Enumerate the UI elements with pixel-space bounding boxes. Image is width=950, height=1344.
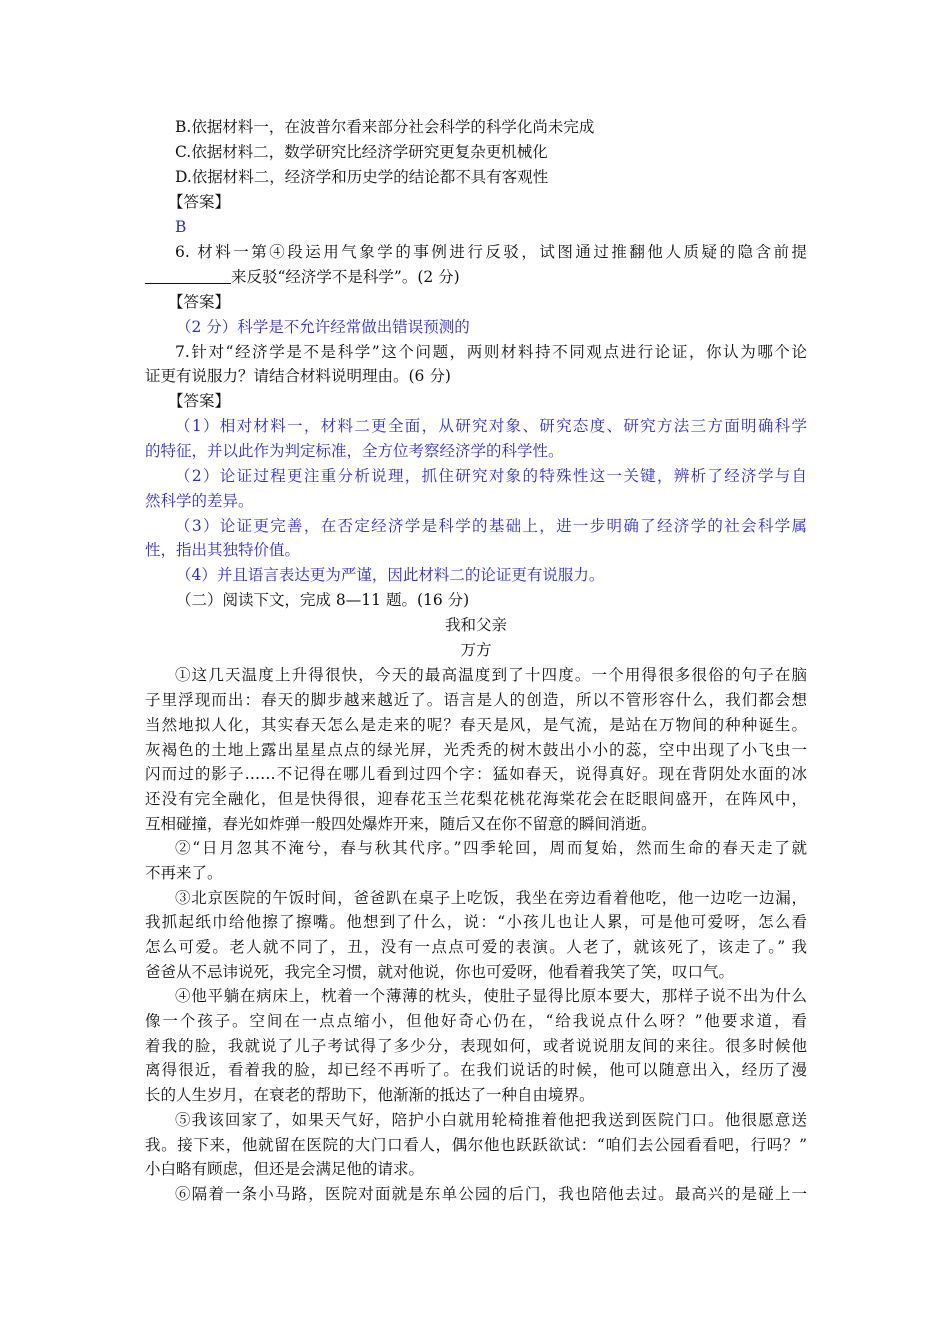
paragraph-4 xyxy=(145,984,807,1107)
paragraph-line: 小白略有顾虑，但还是会满足他的请求。 xyxy=(145,1160,425,1179)
answer-line: 然科学的差异。 xyxy=(145,491,254,510)
answer-line: （2）论证过程更注重分析说理，抓住研究对象的特殊性这一关键，辨析了经济学与自 xyxy=(175,467,807,486)
answer-line: （1）相对材料一，材料二更全面，从研究对象、研究态度、研究方法三方面明确科学 xyxy=(175,417,807,436)
document-content xyxy=(145,115,807,1207)
question-6-line1: 6. 材料一第④段运用气象学的事例进行反驳，试图通过推翻他人质疑的隐含前提 xyxy=(175,243,807,261)
answer-line: 的特征，并以此作为判定标准，全方位考察经济学的科学性。 xyxy=(145,442,564,461)
article-title: 我和父亲 xyxy=(444,616,507,635)
paragraph-line: 着我的脸，我就说了儿子考试得了多少分，表现如何，或者说说朋友间的来往。很多时候他 xyxy=(145,1036,807,1055)
answer-line: （3）论证更完善，在否定经济学是科学的基础上，进一步明确了经济学的社会科学属 xyxy=(175,516,807,535)
answer-text: （2 分）科学是不允许经常做出错误预测的 xyxy=(176,317,470,336)
paragraph-line: 爸爸从不忌讳说死，我完全习惯，就对他说，你也可爱呀，他看着我笑了笑，叹口气。 xyxy=(145,962,735,981)
paragraph-2 xyxy=(145,836,807,885)
answer-label: 【答案】 xyxy=(168,193,231,211)
paragraph-line: 当然地拟人化，其实春天怎么是走来的呢？春天是风，是气流，是站在万物间的种种诞生。 xyxy=(145,715,807,734)
answer-label: 【答案】 xyxy=(168,392,231,411)
paragraph-line: ⑥隔着一条小马路，医院对面就是东单公园的后门，我也陪他去过。最高兴的是碰上一 xyxy=(175,1184,807,1203)
option-b: B.依据材料一，在波普尔看来部分社会科学的科学化尚未完成 xyxy=(175,118,595,136)
paragraph-1 xyxy=(145,663,807,836)
paragraph-line: ③北京医院的午饭时间，爸爸趴在桌子上吃饭，我坐在旁边看着他吃，他一边吃一边漏， xyxy=(175,888,807,907)
paragraph-line: 我。接下来，他就留在医院的大门口看人，偶尔他也跃跃欲试：“咱们去公园看看吧，行吗？” xyxy=(145,1135,807,1154)
paragraph-line: ①这几天温度上升得很快，今天的最高温度到了十四度。一个用得很多很俗的句子在脑 xyxy=(175,666,807,685)
option-d: D.依据材料二，经济学和历史学的结论都不具有客观性 xyxy=(175,168,549,186)
answer-blank[interactable] xyxy=(145,265,231,284)
paragraph-line: 长的人生岁月，在衰老的帮助下，他渐渐的抵达了一种自由境界。 xyxy=(145,1086,595,1105)
question-7-line1: 7.针对“经济学是不是科学”这个问题，两则材料持不同观点进行论证，你认为哪个论 xyxy=(175,342,807,361)
paragraph-line: 离得很近，看着我的脸，却已经不再听了。在我们说话的时候，他可以随意出入，经历了漫 xyxy=(145,1061,807,1080)
section-intro: （二）阅读下文，完成 8—11 题。(16 分) xyxy=(176,591,470,610)
paragraph-line: 像一个孩子。空间在一点点缩小，但他好奇心仍在，“给我说点什么呀？”他要求道，看 xyxy=(145,1012,807,1031)
paragraph-line: 闪而过的影子……不记得在哪儿看到过四个字：猛如春天，说得真好。现在背阴处水面的冰 xyxy=(145,765,807,784)
paragraph-line: 不再来了。 xyxy=(145,863,223,882)
paragraph-line: ④他平躺在病床上，枕着一个薄薄的枕头，使肚子显得比原本要大，那样子说不出为什么 xyxy=(175,987,807,1006)
paragraph-line: 子里浮现而出：春天的脚步越来越近了。语言是人的创造，所以不管形容什么，我们都会想 xyxy=(145,691,807,710)
option-c: C.依据材料二，数学研究比经济学研究更复杂更机械化 xyxy=(175,143,548,161)
paragraph-5 xyxy=(145,1108,807,1182)
paragraph-line: 还没有完全融化，但是快得很，迎春花玉兰花梨花桃花海棠花会在眨眼间盛开，在阵风中， xyxy=(145,789,807,808)
paragraph-line: ②“日月忽其不淹兮，春与秋其代序。”四季轮回，周而复始，然而生命的春天走了就 xyxy=(175,839,807,858)
paragraph-line: ⑤我该回家了，如果天气好，陪护小白就用轮椅推着他把我送到医院门口。他很愿意送 xyxy=(175,1110,807,1129)
question-6-line2 xyxy=(145,265,807,290)
paragraph-line: 我抓起纸巾给他擦了擦嘴。他想到了什么，说：“小孩儿也让人累，可是他可爱呀，怎么看 xyxy=(145,913,807,932)
article-author: 万方 xyxy=(460,641,492,660)
paragraph-6 xyxy=(145,1182,807,1207)
answer-line: （4）并且语言表达更为严谨，因此材料二的论证更有说服力。 xyxy=(176,566,605,585)
question-6-line2-text: 来反驳“经济学不是科学”。(2 分) xyxy=(231,267,460,286)
answer-line: 性，指出其独特价值。 xyxy=(145,541,301,560)
paragraph-line: 互相碰撞，春光如炸弹一般四处爆炸开来，随后又在你不留意的瞬间消逝。 xyxy=(145,814,657,833)
paragraph-3 xyxy=(145,886,807,985)
question-7-line2: 证更有说服力？请结合材料说明理由。(6 分) xyxy=(145,367,451,386)
answer-label: 【答案】 xyxy=(168,292,231,311)
paragraph-line: 怎么可爱。老人就不同了，丑，没有一点点可爱的表演。人老了，就该死了，该走了。” 我 xyxy=(145,938,807,956)
answer-text: B xyxy=(175,218,187,236)
paragraph-line: 灰褐色的土地上露出星星点点的绿光屏，光秃秃的树木鼓出小小的蕊，空中出现了小飞虫一 xyxy=(145,740,807,759)
